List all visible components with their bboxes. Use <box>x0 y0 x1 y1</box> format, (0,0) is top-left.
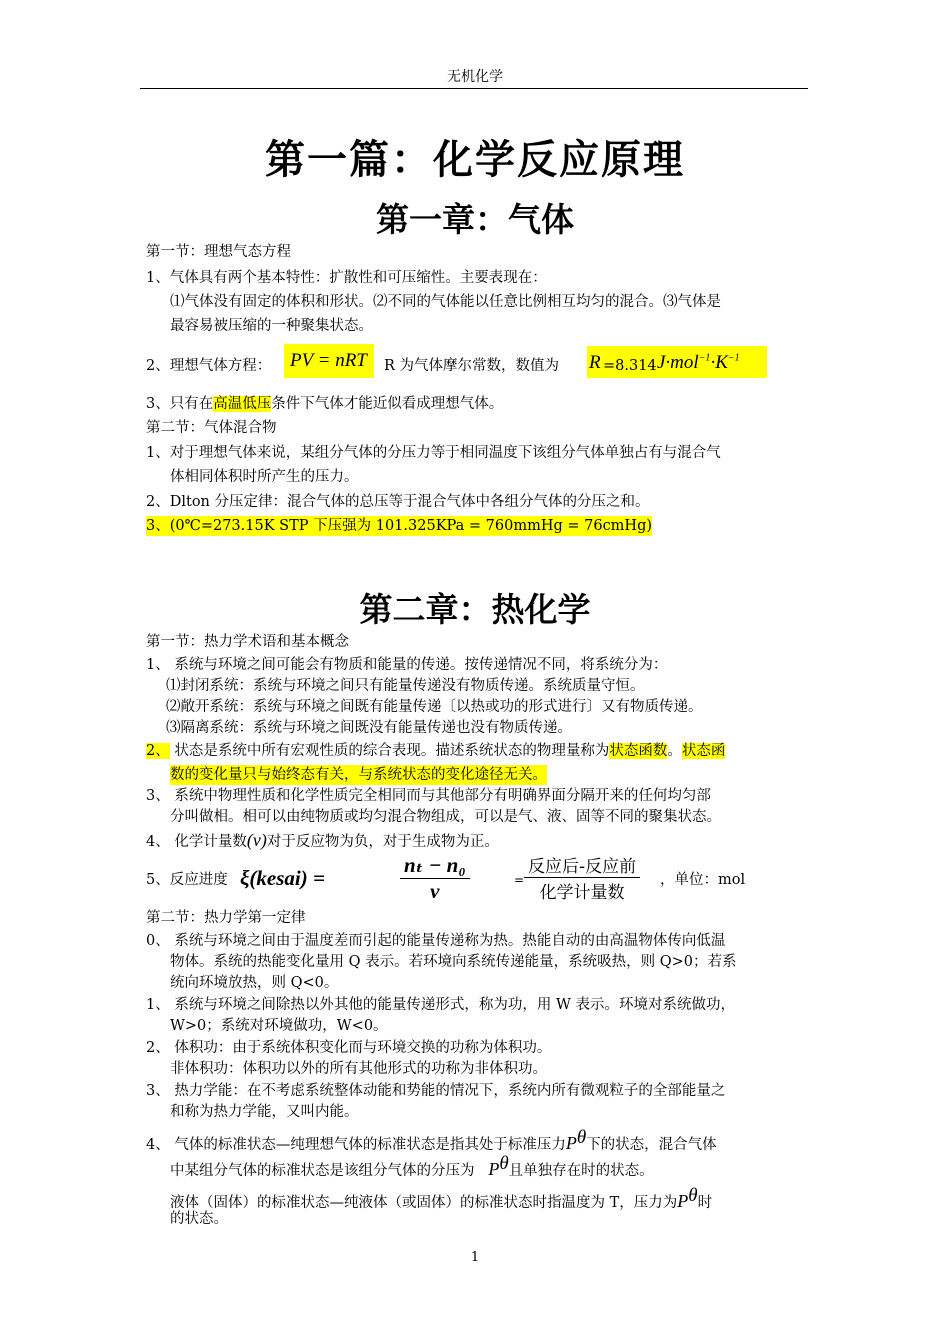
ch2-standard-state-c: 液体（固体）的标准状态—纯液体（或固体）的标准状态时指温度为 T，压力为$P^\theta$时 <box>170 1185 713 1211</box>
ch1-item-1b: 最容易被压缩的一种聚集状态。 <box>170 318 373 334</box>
extent-of-reaction-lhs: ξ(kesai) = <box>240 866 325 890</box>
chapter-2-title: 第二章：热化学 <box>359 590 591 629</box>
equals-sign: = <box>514 873 525 887</box>
ch2-section-1-heading: 第一节：热力学术语和基本概念 <box>146 634 349 650</box>
ideal-gas-formula: PV = nRT <box>290 350 367 371</box>
ch2-item-3b: 分叫做相。相可以由纯物质或均匀混合物组成，可以是气、液、固等不同的聚集状态。 <box>170 809 721 825</box>
isolated-system-line: ⑶隔离系统：系统与环境之间既没有能量传递也没有物质传递。 <box>166 720 572 736</box>
ch1-item-2-mid: R 为气体摩尔常数，数值为 <box>384 358 560 374</box>
ch2-standard-state-a: 4、 气体的标准状态—纯理想气体的标准状态是指其处于标准压力$P^\theta$下的状态，混合气体 <box>146 1127 717 1153</box>
stoichiometric-symbol: (ν) <box>246 830 267 850</box>
ch2-heat-a: 0、 系统与环境之间由于温度差而引起的能量传递称为热。热能自动的由高温物体传向低温 <box>146 933 726 949</box>
ch1-section-2-heading: 第二节：气体混合物 <box>146 420 277 436</box>
ch2-item-3a: 3、 系统中物理性质和化学性质完全相同而与其他部分有明确界面分隔开来的任何均匀部 <box>146 788 711 804</box>
gas-constant-symbol: R <box>589 352 601 373</box>
gas-constant-value: =8.314 <box>603 358 657 374</box>
ch1-item-3: 3、只有在高温低压条件下气体才能近似看成理想气体。 <box>146 396 504 412</box>
ch2-item-1: 1、 系统与环境之间可能会有物质和能量的传递。按传递情况不同，将系统分为： <box>146 657 668 673</box>
ch1-section-1-heading: 第一节：理想气态方程 <box>146 244 291 260</box>
ch1-mix-item-1b: 体相同体积时所产生的压力。 <box>170 469 359 485</box>
ch2-work-b: W>0；系统对环境做功，W<0。 <box>170 1018 388 1034</box>
chapter-1-title: 第一章：气体 <box>376 200 574 239</box>
gas-constant-highlight <box>587 346 767 378</box>
ch2-heat-c: 统向环境放热，则 Q<0。 <box>170 975 339 991</box>
ch1-mix-item-3: 3、(0℃=273.15K STP 下压强为 101.325KPa = 760mmHg = 76cmHg) <box>146 518 653 534</box>
extent-unit: ，单位：mol <box>660 872 746 888</box>
ch1-item-2-prefix: 2、理想气体方程： <box>146 358 272 374</box>
header-rule <box>140 88 808 89</box>
page-number: 1 <box>470 1250 480 1265</box>
ch2-volume-work: 2、 体积功：由于系统体积变化而与环境交换的功称为体积功。 <box>146 1040 552 1056</box>
ch2-item-4: 4、 化学计量数(ν)对于反应物为负，对于生成物为正。 <box>146 830 499 850</box>
ideal-gas-formula-highlight <box>284 344 374 378</box>
ch2-non-volume-work: 非体积功：体积功以外的所有其他形式的功称为非体积功。 <box>170 1061 547 1077</box>
ch2-item-2-highlight-continued: 数的变化量只与始终态有关，与系统状态的变化途径无关。 <box>170 767 547 783</box>
ch1-item-1a: ⑴气体没有固定的体积和形状。⑵不同的气体能以任意比例相互均匀的混合。⑶气体是 <box>170 294 721 310</box>
ch2-section-2-heading: 第二节：热力学第一定律 <box>146 910 306 926</box>
extent-fraction-symbols: $\frac{\text{nₜ − n₀}}{\nu}$ <box>400 852 470 904</box>
part-title: 第一篇：化学反应原理 <box>265 137 685 183</box>
closed-system-line: ⑴封闭系统：系统与环境之间只有能量传递没有物质传递。系统质量守恒。 <box>166 678 645 694</box>
ch1-item-1: 1、气体具有两个基本特性：扩散性和可压缩性。主要表现在： <box>146 270 547 286</box>
ch2-item-5-prefix: 5、反应进度 <box>146 872 228 888</box>
ch2-internal-energy-b: 和称为热力学能，又叫内能。 <box>170 1104 359 1120</box>
ch2-standard-state-d: 的状态。 <box>170 1211 228 1227</box>
ch2-internal-energy-a: 3、 热力学能：在不考虑系统整体动能和势能的情况下，系统内所有微观粒子的全部能量之 <box>146 1083 726 1099</box>
high-temp-low-pressure-highlight: 高温低压 <box>213 396 272 412</box>
ch2-work-a: 1、 系统与环境之间除热以外其他的能量传递形式，称为功，用 W 表示。环境对系统做功， <box>146 997 735 1013</box>
state-function-highlight: 状态函数 <box>609 743 668 759</box>
gas-constant-units: $J\cdot mol^{-1}\cdot K^{-1}$ <box>657 352 740 373</box>
open-system-line: ⑵敞开系统：系统与环境之间既有能量传递〔以热或功的形式进行〕又有物质传递。 <box>166 699 703 715</box>
ch2-item-2: 2、 状态是系统中所有宏观性质的综合表现。描述系统状态的物理量称为状态函数。状态函 <box>146 743 726 759</box>
ch1-mix-item-2: 2、Dlton 分压定律：混合气体的总压等于混合气体中各组分气体的分压之和。 <box>146 494 650 510</box>
ch2-heat-b: 物体。系统的热能变化量用 Q 表示。若环境向系统传递能量，系统吸热，则 Q>0；若系 <box>170 954 737 970</box>
running-header: 无机化学 <box>447 69 503 85</box>
ch2-standard-state-b: 中某组分气体的标准状态是该组分气体的分压为 $P^\theta$且单独存在时的状态。 <box>170 1153 654 1179</box>
ch1-mix-item-1a: 1、对于理想气体来说，某组分气体的分压力等于相同温度下该组分气体单独占有与混合气 <box>146 445 721 461</box>
extent-fraction-words: 反应后-反应前 化学计量数 <box>524 852 640 903</box>
